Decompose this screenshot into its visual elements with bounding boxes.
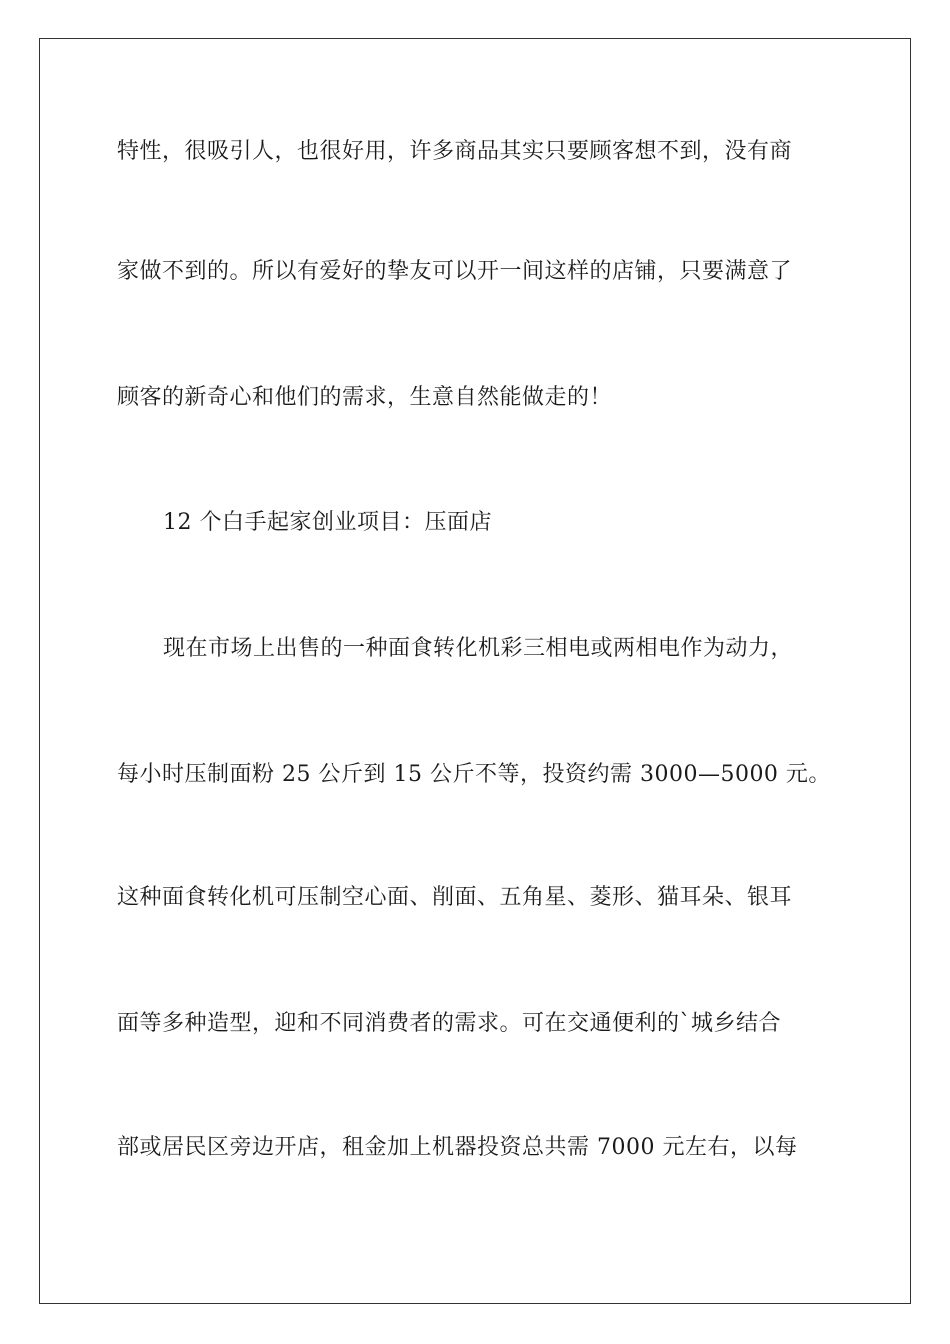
paragraph-line: 面等多种造型，迎和不同消费者的需求。可在交通便利的`城乡结合 bbox=[117, 1011, 782, 1036]
page-border bbox=[39, 38, 911, 1304]
paragraph-line: 部或居民区旁边开店，租金加上机器投资总共需 7000 元左右，以每 bbox=[117, 1135, 798, 1160]
paragraph-line: 这种面食转化机可压制空心面、削面、五角星、菱形、猫耳朵、银耳 bbox=[117, 885, 793, 910]
section-heading: 12 个白手起家创业项目：压面店 bbox=[163, 510, 492, 535]
paragraph-line: 特性，很吸引人，也很好用，许多商品其实只要顾客想不到，没有商 bbox=[117, 139, 793, 164]
paragraph-line: 家做不到的。所以有爱好的挚友可以开一间这样的店铺，只要满意了 bbox=[117, 259, 793, 284]
paragraph-line: 每小时压制面粉 25 公斤到 15 公斤不等，投资约需 3000—5000 元。 bbox=[117, 762, 831, 787]
paragraph-line: 现在市场上出售的一种面食转化机彩三相电或两相电作为动力， bbox=[163, 636, 794, 661]
paragraph-line: 顾客的新奇心和他们的需求，生意自然能做走的！ bbox=[117, 385, 613, 410]
